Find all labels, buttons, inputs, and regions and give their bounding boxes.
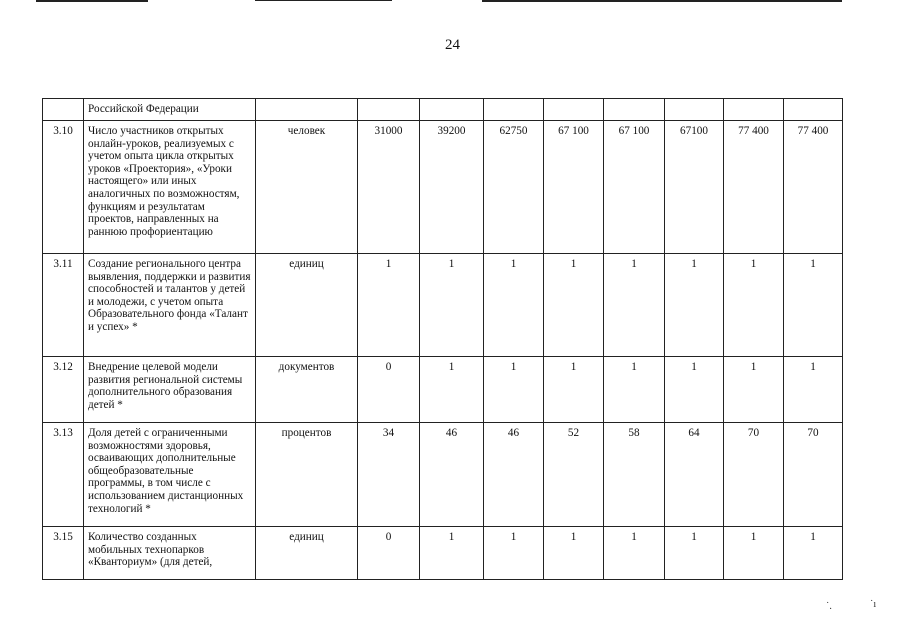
table-row	[43, 121, 843, 254]
table-row	[43, 527, 843, 580]
value-cell: 1	[544, 357, 604, 423]
value-cell	[544, 99, 604, 121]
row-number: 3.11	[43, 254, 84, 357]
value-cell: 1	[665, 254, 724, 357]
value-cell: 1	[784, 357, 843, 423]
value-cell: 1	[784, 254, 843, 357]
unit-cell: документов	[256, 357, 358, 423]
value-cell: 1	[724, 527, 784, 580]
num-cell	[43, 99, 84, 121]
value-cell	[358, 99, 420, 121]
value-cell: 64	[665, 423, 724, 527]
unit-cell: единиц	[256, 254, 358, 357]
table-row-continuation	[43, 99, 843, 121]
row-number: 3.15	[43, 527, 84, 580]
row-number: 3.10	[43, 121, 84, 254]
scan-speck: ˙.	[826, 601, 832, 612]
value-cell: 1	[724, 254, 784, 357]
value-cell: 77 400	[784, 121, 843, 254]
value-cell: 46	[420, 423, 484, 527]
value-cell: 46	[484, 423, 544, 527]
value-cell: 1	[604, 254, 665, 357]
value-cell: 39200	[420, 121, 484, 254]
value-cell	[784, 99, 843, 121]
unit-cell: процентов	[256, 423, 358, 527]
value-cell: 1	[484, 254, 544, 357]
row-number: 3.12	[43, 357, 84, 423]
value-cell: 1	[724, 357, 784, 423]
value-cell: 1	[604, 357, 665, 423]
unit-cell: единиц	[256, 527, 358, 580]
value-cell: 1	[665, 527, 724, 580]
value-cell	[604, 99, 665, 121]
top-rule-left	[36, 0, 148, 2]
indicator-name: Доля детей с ограниченными возможностями здоровья, осваивающих дополнительные общеобразовательные программы, в том числе с использованием дистанционных технологий *	[84, 423, 256, 527]
value-cell: 1	[358, 254, 420, 357]
value-cell: 1	[665, 357, 724, 423]
table-row	[43, 254, 843, 357]
indicators-table	[42, 98, 843, 580]
indicator-name: Число участников открытых онлайн-уроков, реализуемых с учетом опыта цикла открытых уроков «Проектория», «Уроки настоящего» или иных аналогичных по возможностям, функциям и результатам проектов, направленных на раннюю профориентацию	[84, 121, 256, 254]
value-cell: 52	[544, 423, 604, 527]
value-cell: 1	[484, 357, 544, 423]
row-number: 3.13	[43, 423, 84, 527]
value-cell: 1	[420, 357, 484, 423]
indicator-name: Российской Федерации	[84, 99, 256, 121]
top-rule-right	[482, 0, 842, 2]
value-cell	[484, 99, 544, 121]
value-cell: 1	[484, 527, 544, 580]
value-cell: 62750	[484, 121, 544, 254]
value-cell: 67100	[665, 121, 724, 254]
value-cell: 31000	[358, 121, 420, 254]
indicator-name: Создание регионального центра выявления, поддержки и развития способностей и талантов у детей и молодежи, с учетом опыта Образовательного фонда «Талант и успех» *	[84, 254, 256, 357]
value-cell: 1	[784, 527, 843, 580]
value-cell: 0	[358, 357, 420, 423]
value-cell: 1	[604, 527, 665, 580]
value-cell: 58	[604, 423, 665, 527]
scan-speck: ˙ı	[870, 599, 877, 610]
value-cell: 1	[420, 254, 484, 357]
value-cell	[420, 99, 484, 121]
indicator-name: Количество созданных мобильных технопарков «Кванториум» (для детей,	[84, 527, 256, 580]
table-row	[43, 423, 843, 527]
value-cell: 1	[544, 527, 604, 580]
value-cell: 1	[420, 527, 484, 580]
unit-cell	[256, 99, 358, 121]
value-cell: 67 100	[604, 121, 665, 254]
value-cell: 0	[358, 527, 420, 580]
page-number: 24	[445, 37, 460, 53]
top-rule-middle	[255, 0, 392, 1]
table-row	[43, 357, 843, 423]
value-cell: 77 400	[724, 121, 784, 254]
value-cell: 70	[784, 423, 843, 527]
value-cell: 70	[724, 423, 784, 527]
value-cell: 67 100	[544, 121, 604, 254]
indicator-name: Внедрение целевой модели развития региональной системы дополнительного образования детей *	[84, 357, 256, 423]
value-cell	[724, 99, 784, 121]
value-cell	[665, 99, 724, 121]
unit-cell: человек	[256, 121, 358, 254]
value-cell: 1	[544, 254, 604, 357]
value-cell: 34	[358, 423, 420, 527]
